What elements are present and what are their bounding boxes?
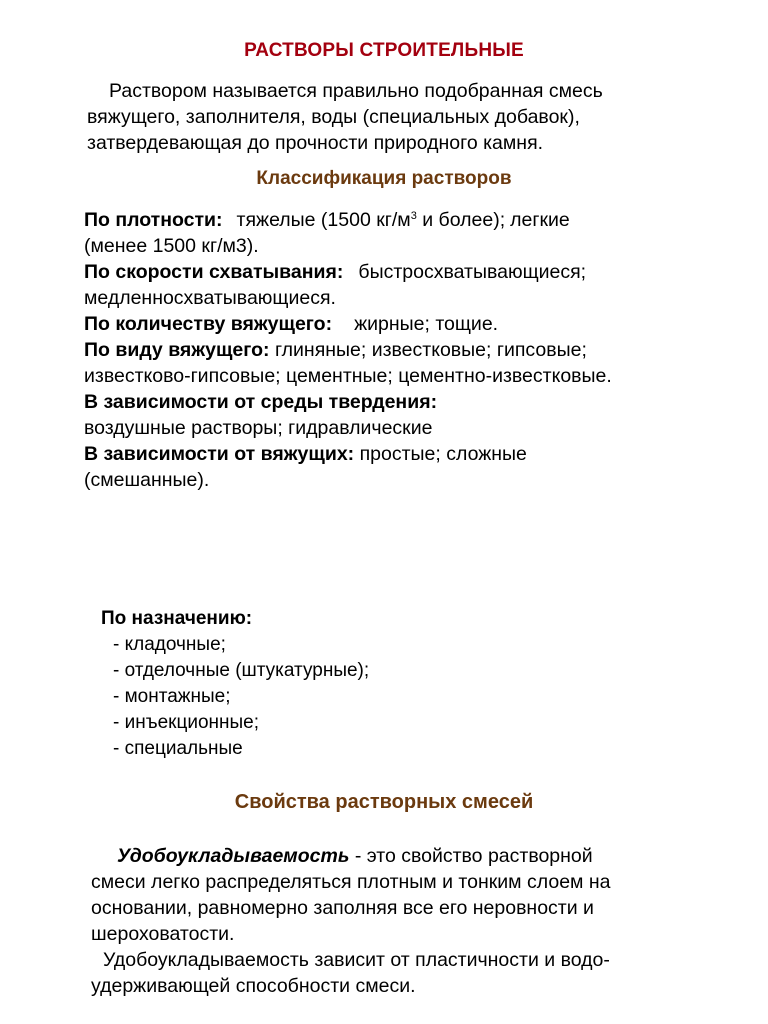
- density-text-c: легкие: [510, 209, 570, 231]
- density-row: [84, 203, 724, 233]
- intro-line-1: Раствором называется правильно подобранная смесь: [109, 80, 603, 102]
- list-item: - кладочные;: [113, 634, 226, 655]
- purpose-list: [101, 606, 369, 762]
- list-item: - инъекционные;: [113, 712, 260, 733]
- binder-type-text: глиняные; известковые; гипсовые;: [269, 339, 587, 361]
- binder-qty-row: [84, 311, 724, 337]
- medium-label: В зависимости от среды твердения:: [84, 391, 438, 413]
- medium-text: воздушные растворы; гидравлические: [84, 417, 433, 439]
- list-item: - отделочные (штукатурные);: [113, 660, 370, 681]
- workability-line-3: основании, равномерно заполняя все его неровности и: [91, 897, 594, 919]
- binders-row-cont: (смешанные).: [84, 469, 210, 491]
- density-superscript: 3: [410, 210, 417, 222]
- density-text: тяжелые (1500 кг/м: [236, 209, 411, 231]
- binder-type-row: [84, 337, 724, 363]
- intro-line-2: вяжущего, заполнителя, воды (специальных добавок),: [87, 106, 580, 128]
- binders-row: [84, 441, 724, 467]
- binder-qty-text: жирные; тощие.: [354, 313, 499, 335]
- binder-type-label: По виду вяжущего:: [84, 339, 270, 361]
- workability-def: - это свойство растворной: [349, 845, 593, 867]
- setting-row: [84, 259, 724, 285]
- workability-note-1: Удобоукладываемость зависит от пластичности и водо-: [103, 949, 610, 971]
- binders-label: В зависимости от вяжущих:: [84, 443, 355, 465]
- intro-line-3: затвердевающая до прочности природного камня.: [87, 132, 544, 154]
- binder-qty-label: По количеству вяжущего:: [84, 313, 333, 335]
- purpose-label: По назначению:: [101, 608, 253, 629]
- binder-type-row-cont: известково-гипсовые; цементные; цементно-известковые.: [84, 365, 612, 387]
- intro-paragraph: [87, 78, 707, 156]
- workability-term: Удобоукладываемость: [117, 845, 350, 867]
- properties-heading: Свойства растворных смесей: [234, 791, 534, 813]
- density-label: По плотности:: [84, 209, 223, 231]
- list-item: - специальные: [113, 738, 243, 759]
- binders-text: простые; сложные: [354, 443, 527, 465]
- density-row-cont: (менее 1500 кг/м3).: [84, 235, 259, 257]
- workability-line-4: шероховатости.: [91, 923, 235, 945]
- list-item: - монтажные;: [113, 686, 231, 707]
- classification-heading: Классификация растворов: [256, 168, 512, 189]
- setting-row-cont: медленносхватывающиеся.: [84, 287, 336, 309]
- workability-line-1: [91, 843, 711, 869]
- page-title: РАСТВОРЫ СТРОИТЕЛЬНЫЕ: [244, 40, 524, 61]
- setting-label: По скорости схватывания:: [84, 261, 344, 283]
- workability-note-2: удерживающей способности смеси.: [91, 975, 416, 997]
- workability-paragraph: [91, 843, 711, 999]
- workability-line-2: смеси легко распределяться плотным и тонким слоем на: [91, 871, 611, 893]
- setting-text: быстросхватывающиеся;: [358, 261, 587, 283]
- density-text-b: и более);: [416, 209, 506, 231]
- classification-list: [84, 203, 724, 493]
